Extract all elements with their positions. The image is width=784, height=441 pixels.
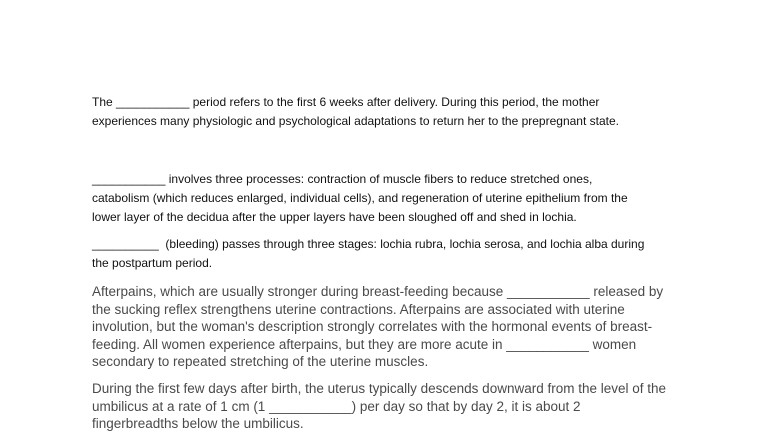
paragraph-afterpains: Afterpains, which are usually stronger during breast-feeding because ___________ released by the sucking reflex strengthens uterine contractions. Afterpains are associated with uterine involution, but the woman's description strongly correlates with the hormonal events of breast- feeding. All women experience afterpains, but they are more acute in ___________ women secondary to repeated stretching of the uterine muscles. bbox=[92, 284, 664, 369]
paragraph-lochia: __________ (bleeding) passes through three stages: lochia rubra, lochia serosa, and lochia alba during the postpartum period. bbox=[92, 237, 645, 270]
paragraph-uterine-involution: ___________ involves three processes: contraction of muscle fibers to reduce stretched ones, catabolism (which reduces enlarged, individual cells), and regeneration of uterine epithelium from the lower layer of the decidua after the upper layers have been sloughed off and shed in lochia. bbox=[92, 172, 628, 224]
paragraph-postpartum-period: The ___________ period refers to the first 6 weeks after delivery. During this period, the mother experiences many physiologic and psychological adaptations to return her to the prepregnant state. bbox=[92, 95, 619, 128]
paragraph-uterine-descent: During the first few days after birth, the uterus typically descends downward from the level of the umbilicus at a rate of 1 cm (1 ___________) per day so that by day 2, it is about 2 fingerbreadths below the umbilicus. bbox=[92, 381, 667, 431]
